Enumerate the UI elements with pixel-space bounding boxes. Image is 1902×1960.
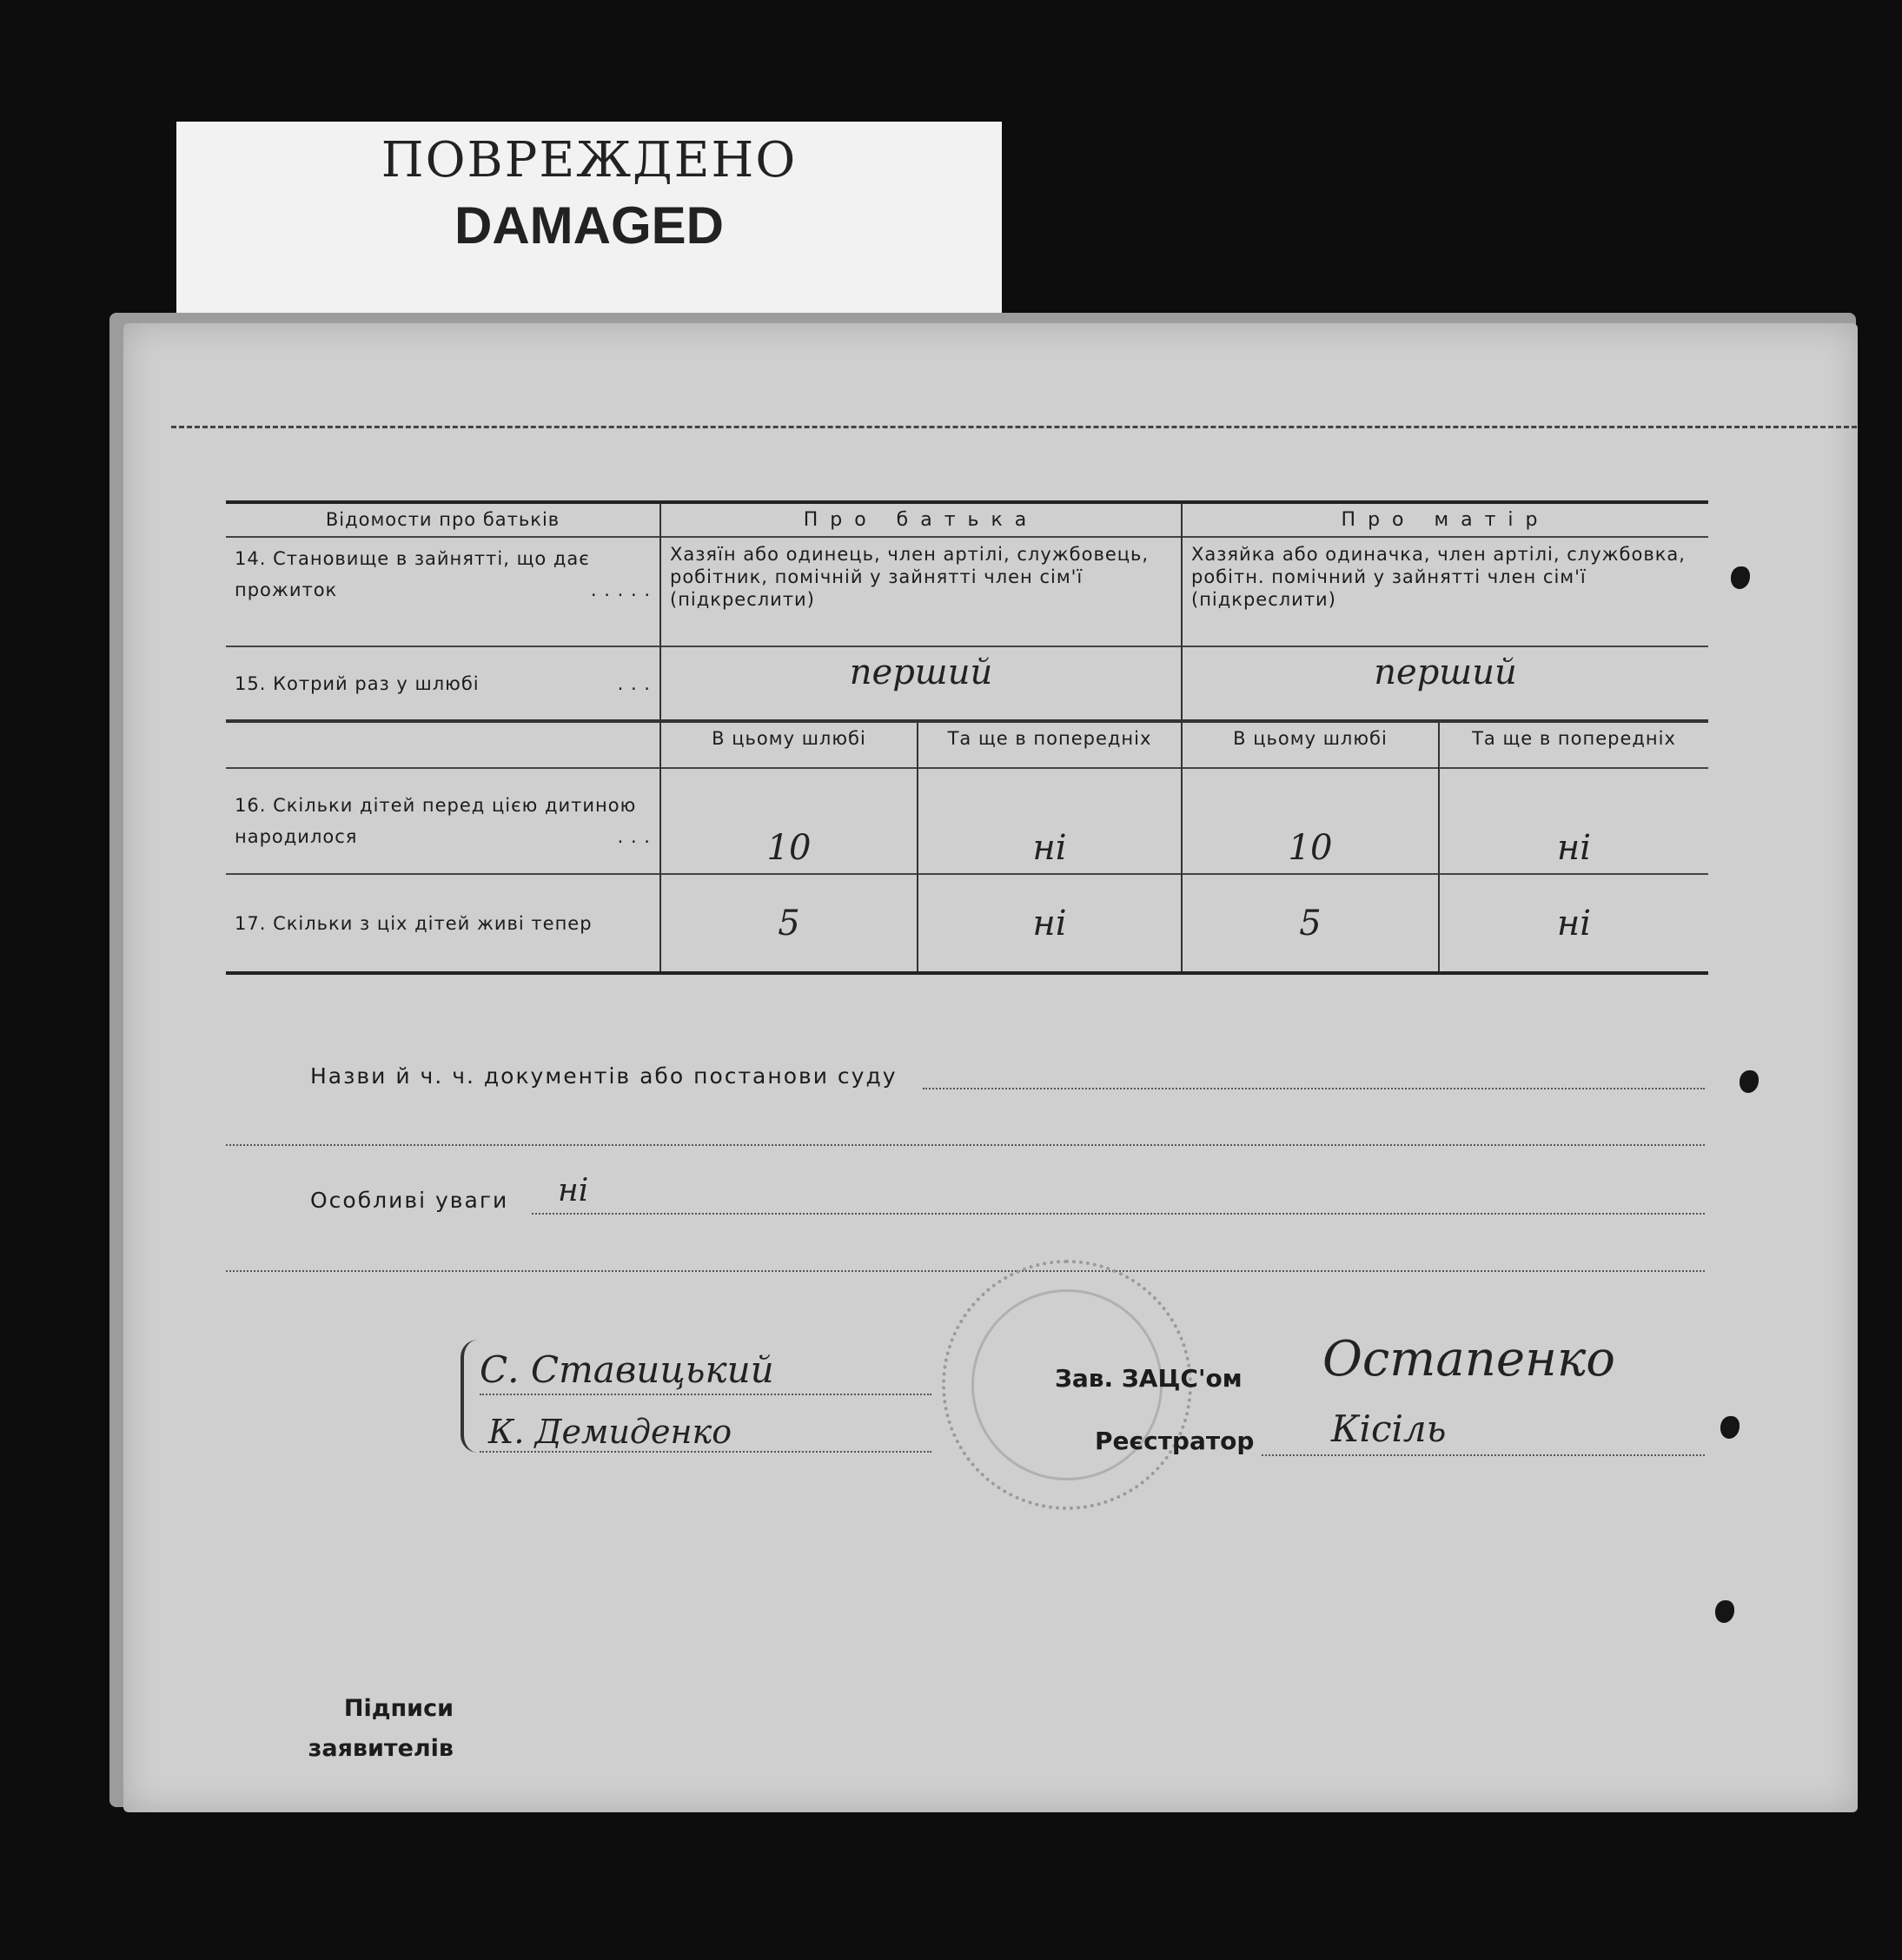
- applicant-signature-2: К. Демиденко: [488, 1413, 732, 1451]
- applicant-sig-line-2: [480, 1451, 931, 1453]
- row16-father-prev: ні: [918, 768, 1182, 874]
- row14-father-options: Хазяїн або одинець, член артілі, службовець, робітник, помічній у зайнятті член сім'ї (підкреслити): [660, 537, 1182, 646]
- document-page: [123, 323, 1858, 1812]
- sub-father-this: В цьому шлюбі: [660, 721, 918, 768]
- row17-question: 17. Скільки з ціх дітей живі тепер: [235, 912, 593, 934]
- header-father: Про батька: [660, 502, 1182, 537]
- row14-mother-options: Хазяйка або одиначка, член артілі, службовка, робітн. помічний у зайнятті член сім'ї (підкреслити): [1182, 537, 1708, 646]
- punch-hole: [1715, 1600, 1734, 1623]
- row14-question: 14. Становище в зайнятті, що дає прожиток: [235, 548, 590, 600]
- punch-hole: [1731, 566, 1750, 589]
- damaged-label-card: [176, 122, 1002, 328]
- signatures-label-line2: заявителів: [308, 1735, 454, 1762]
- registrar-label: Реєстратор: [1095, 1427, 1255, 1455]
- signature-brace: [461, 1340, 481, 1453]
- head-of-office-label: Зав. ЗАЦС'ом: [1055, 1364, 1243, 1393]
- row15-question: 15. Котрий раз у шлюбі: [235, 672, 480, 694]
- damaged-label-en: DAMAGED: [454, 196, 724, 255]
- documents-label: Назви й ч. ч. документів або постанови суду: [310, 1063, 898, 1089]
- notes-value: ні: [558, 1173, 589, 1208]
- table-subheader-row: [226, 721, 1708, 768]
- row15-father-value: перший: [660, 646, 1182, 721]
- damaged-label-ru: ПОВРЕЖДЕНО: [381, 132, 798, 189]
- registrar-sig-line: [1262, 1454, 1705, 1456]
- documents-line-2: [226, 1144, 1705, 1146]
- head-of-office-signature: Остапенко: [1322, 1331, 1616, 1387]
- header-info: Відомости про батьків: [325, 509, 560, 530]
- row15-dots: . . .: [617, 672, 651, 694]
- row17-father-prev: ні: [918, 874, 1182, 973]
- notes-label: Особливі уваги: [310, 1188, 509, 1213]
- notes-line: [532, 1213, 1705, 1215]
- notes-line-2: [226, 1270, 1705, 1272]
- row16-father-this: 10: [660, 768, 918, 874]
- row15-mother-value: перший: [1182, 646, 1708, 721]
- sub-mother-previous: Та ще в попередніх: [1439, 721, 1708, 768]
- signatures-label-line1: Підписи: [343, 1695, 454, 1722]
- row16-dots: . . .: [617, 826, 651, 847]
- applicants-signatures-label: [280, 1689, 454, 1769]
- row14-dots: . . . . .: [590, 579, 651, 600]
- table-row-17: [226, 874, 1708, 973]
- table-header-row: [226, 502, 1708, 537]
- table-row-16: [226, 768, 1708, 874]
- row16-question: 16. Скільки дітей перед цією дитиною народилося: [235, 795, 637, 847]
- parents-info-table: [226, 500, 1708, 975]
- row17-mother-prev: ні: [1439, 874, 1708, 973]
- sub-father-previous: Та ще в попередніх: [918, 721, 1182, 768]
- row16-mother-prev: ні: [1439, 768, 1708, 874]
- header-mother: Про матір: [1182, 502, 1708, 537]
- table-row-15: [226, 646, 1708, 721]
- documents-line: [923, 1088, 1705, 1089]
- applicant-signature-1: С. Ставицький: [480, 1348, 774, 1391]
- registrar-signature: Кісіль: [1331, 1407, 1447, 1450]
- row16-mother-this: 10: [1182, 768, 1439, 874]
- row17-father-this: 5: [660, 874, 918, 973]
- punch-hole: [1720, 1416, 1740, 1439]
- punch-hole: [1740, 1070, 1759, 1093]
- applicant-sig-line-1: [480, 1394, 931, 1395]
- sub-mother-this: В цьому шлюбі: [1182, 721, 1439, 768]
- row17-mother-this: 5: [1182, 874, 1439, 973]
- table-row-14: [226, 537, 1708, 646]
- perforation-line: [171, 426, 1857, 428]
